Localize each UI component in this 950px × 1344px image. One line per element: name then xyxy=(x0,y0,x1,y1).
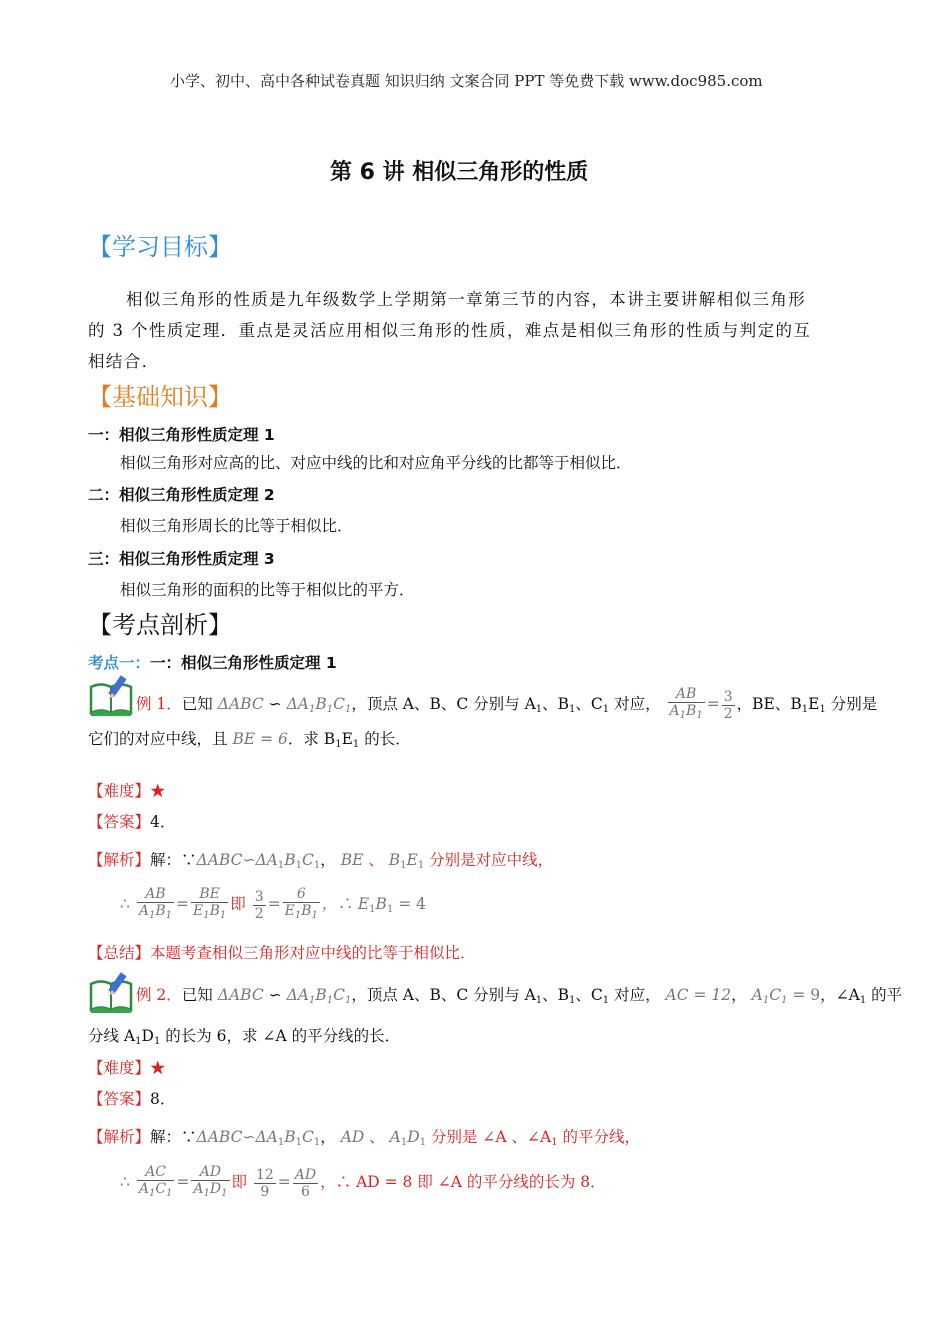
ex1-ratio-fraction: $\frac{AB}{A_1B_1}$ xyxy=(668,686,705,724)
ex2-answer: 【答案】8． xyxy=(88,1090,176,1108)
star-icon: ★ xyxy=(150,1059,166,1077)
point-1 xyxy=(88,651,337,673)
ex1-text-2: ，顶点 A、B、C 分别与 A xyxy=(351,695,536,713)
ex1-summary: 【总结】本题考查相似三角形对应中线的比等于相似比． xyxy=(88,944,476,962)
goals-line-2: 的 3 个性质定理．重点是灵活应用相似三角形的性质，难点是相似三角形的性质与判定的互 xyxy=(88,321,812,340)
ex1-label: 例 1． xyxy=(136,695,182,713)
ex2-explain: 【解析】解：∵ΔABC∽ΔA1B1C1， AD 、 A1D1 分别是 ∠A 、∠A1 的平分线， xyxy=(88,1128,641,1148)
theorem-2-title: 二：相似三角形性质定理 2 xyxy=(88,486,275,504)
ex1-be-value: BE = 6 xyxy=(232,730,288,748)
ex1-answer: 【答案】4． xyxy=(88,813,176,831)
basics-heading: 【基础知识】 xyxy=(88,383,232,411)
theorem-2-text: 相似三角形周长的比等于相似比． xyxy=(120,517,353,535)
ex1-sim: ∽ xyxy=(268,695,282,713)
theorem-1-text: 相似三角形对应高的比、对应中线的比和对应角平分线的比都等于相似比． xyxy=(120,454,632,472)
ex2-calculation: ∴ $\frac{AC}{A_1C_1}$ = $\frac{AD}{A_1D_1}$ 即 $\frac{12}{9}$ = $\frac{AD}{6}$ ，∴ AD = 8 即 ∠A 的平分线的长为 8． xyxy=(120,1164,606,1202)
book-pencil-icon xyxy=(88,970,134,1014)
ex1-tri1: ΔABC xyxy=(217,695,264,713)
ex2-problem-line-1: 例 2．已知 ΔABC ∽ ΔA1B1C1，顶点 A、B、C 分别与 A1、B1、C1 对应， AC = 12， A1C1 = 9，∠A1 的平 xyxy=(136,986,903,1006)
point-1-label: 考点一： xyxy=(88,654,151,672)
ex1-explain: 【解析】解：∵ΔABC∽ΔA1B1C1， BE 、 B1E1 分别是对应中线， xyxy=(88,851,554,871)
theorem-3-text: 相似三角形的面积的比等于相似比的平方． xyxy=(120,581,415,599)
book-pencil-icon xyxy=(88,673,134,717)
goals-heading: 【学习目标】 xyxy=(88,233,232,261)
goals-line-1: 相似三角形的性质是九年级数学上学期第一章第三节的内容，本讲主要讲解相似三角形 xyxy=(126,290,807,309)
ex1-difficulty: 【难度】★ xyxy=(88,782,166,800)
goals-line-3: 相结合． xyxy=(88,352,160,371)
ex1-problem-line-1: 例 1．已知 ΔABC ∽ ΔA1B1C1，顶点 A、B、C 分别与 A1、B1、C1 对应， $\frac{AB}{A_1B_1}$ = $\frac{3}{2}$ ，BE、B1E1 分别是 xyxy=(136,686,877,724)
ex1-problem-line-2: 它们的对应中线，且 BE = 6．求 B1E1 的长． xyxy=(88,730,411,750)
theorem-1-title: 一：相似三角形性质定理 1 xyxy=(88,426,275,444)
point-1-title: 一：相似三角形性质定理 1 xyxy=(150,654,337,672)
star-icon: ★ xyxy=(150,782,166,800)
page-header: 小学、初中、高中各种试卷真题 知识归纳 文案合同 PPT 等免费下载 www.doc985.com xyxy=(170,72,763,90)
ex1-text-1: 已知 xyxy=(181,695,213,713)
page-title: 第 6 讲 相似三角形的性质 xyxy=(330,160,589,185)
ex1-ratio-value: $\frac{3}{2}$ xyxy=(723,688,733,722)
ex1-tri2: ΔA1B1C1 xyxy=(286,695,352,715)
ex2-difficulty: 【难度】★ xyxy=(88,1059,166,1077)
theorem-3-title: 三：相似三角形性质定理 3 xyxy=(88,550,275,568)
ex1-calculation: ∴ $\frac{AB}{A_1B_1}$ = $\frac{BE}{E_1B_1}$ 即 $\frac{3}{2}$ = $\frac{6}{E_1B_1}$ ，∴ E1B1 = 4 xyxy=(120,886,426,924)
ex2-problem-line-2: 分线 A1D1 的长为 6，求 ∠A 的平分线的长． xyxy=(88,1027,401,1047)
analysis-heading: 【考点剖析】 xyxy=(88,611,232,639)
